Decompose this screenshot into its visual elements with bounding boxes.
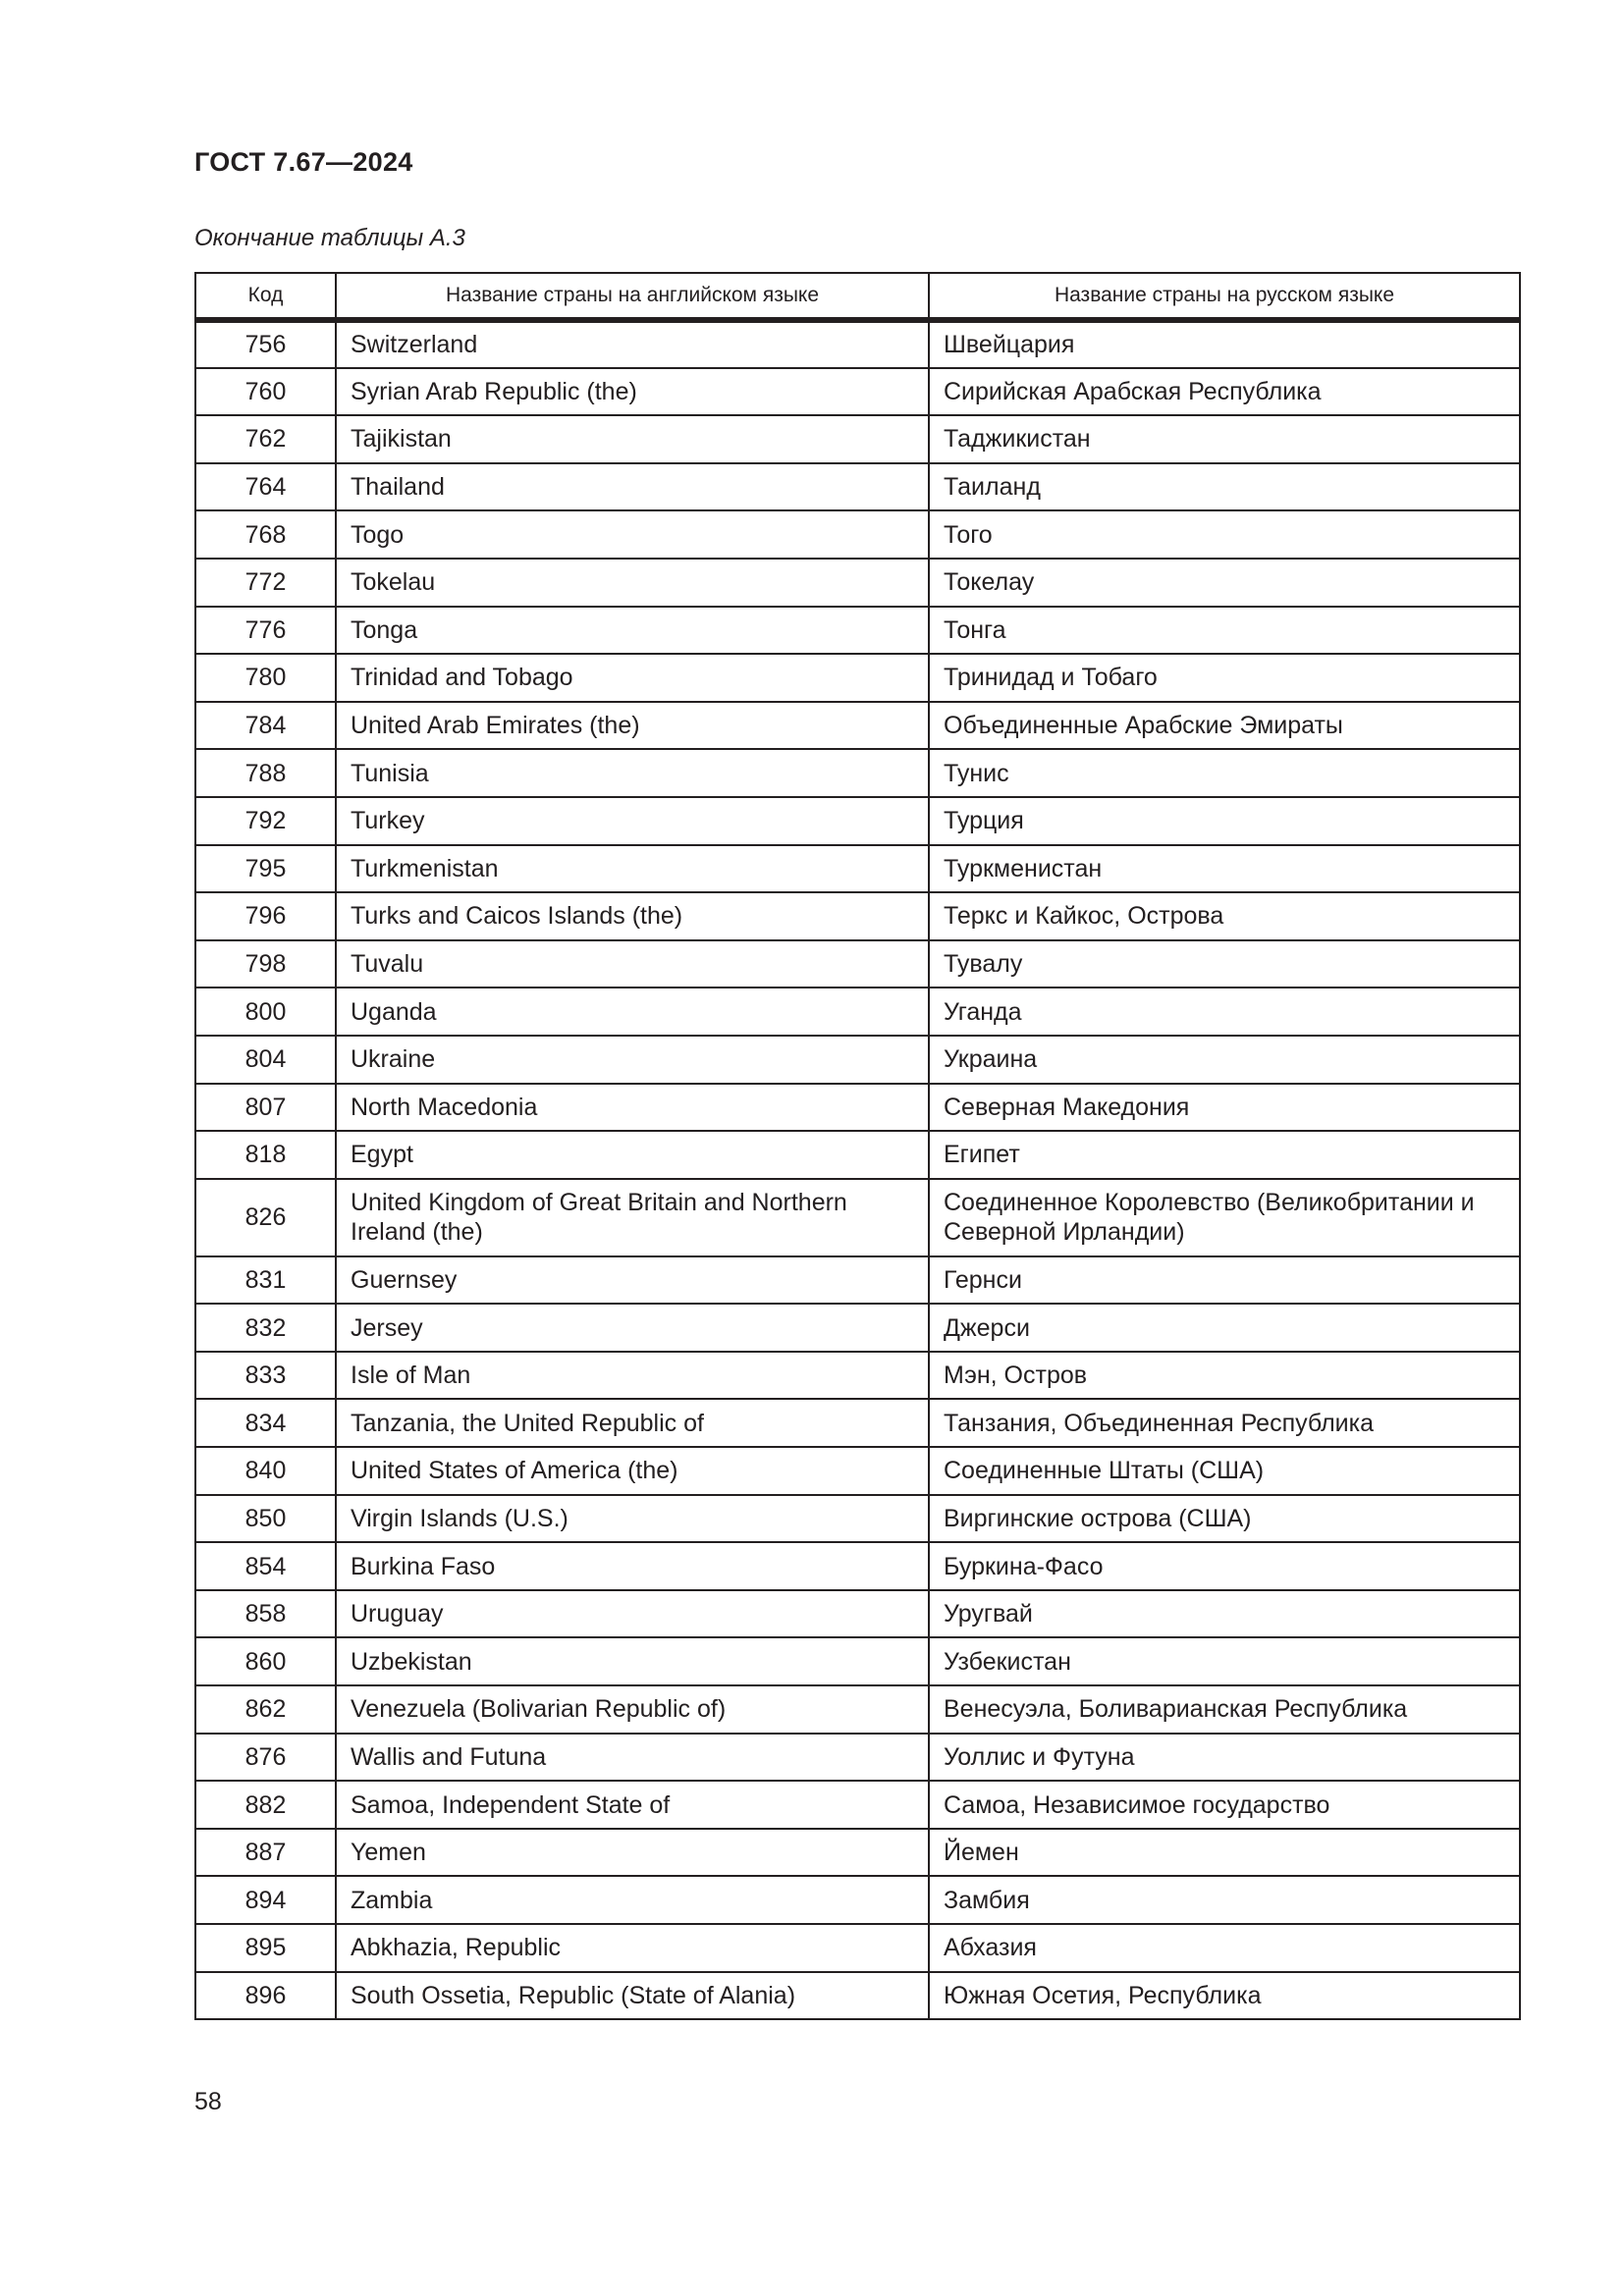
country-code-cell: 780 [195, 654, 336, 702]
column-header-code: Код [195, 273, 336, 320]
table-row [195, 1084, 1520, 1132]
country-code-cell: 854 [195, 1542, 336, 1590]
page-number: 58 [194, 2088, 222, 2115]
country-name-russian-cell: Узбекистан [929, 1637, 1520, 1685]
country-code-cell: 840 [195, 1447, 336, 1495]
table-row [195, 1542, 1520, 1590]
table-row [195, 940, 1520, 988]
country-name-english-cell: Uganda [336, 988, 929, 1036]
country-name-english-cell: Uruguay [336, 1590, 929, 1638]
country-code-cell: 850 [195, 1495, 336, 1543]
country-name-english-cell: Wallis and Futuna [336, 1734, 929, 1782]
country-code-cell: 804 [195, 1036, 336, 1084]
country-name-english-cell: Virgin Islands (U.S.) [336, 1495, 929, 1543]
country-name-russian-cell: Буркина-Фасо [929, 1542, 1520, 1590]
country-name-russian-cell: Того [929, 510, 1520, 559]
country-name-english-cell: Thailand [336, 463, 929, 511]
country-codes-table [194, 272, 1521, 2020]
table-row [195, 1685, 1520, 1734]
table-row [195, 654, 1520, 702]
country-name-english-cell: Turkmenistan [336, 845, 929, 893]
country-name-english-cell: Guernsey [336, 1256, 929, 1305]
country-name-english-cell: South Ossetia, Republic (State of Alania) [336, 1972, 929, 2020]
table-row [195, 1304, 1520, 1352]
country-code-cell: 776 [195, 607, 336, 655]
country-code-cell: 756 [195, 320, 336, 368]
country-name-russian-cell: Теркс и Кайкос, Острова [929, 892, 1520, 940]
country-name-russian-cell: Соединенное Королевство (Великобритании и Северной Ирландии) [929, 1179, 1520, 1256]
country-name-english-cell: Turks and Caicos Islands (the) [336, 892, 929, 940]
country-code-cell: 894 [195, 1876, 336, 1924]
country-code-cell: 807 [195, 1084, 336, 1132]
table-row [195, 702, 1520, 750]
table-row [195, 1352, 1520, 1400]
country-name-english-cell: North Macedonia [336, 1084, 929, 1132]
country-code-cell: 833 [195, 1352, 336, 1400]
country-code-cell: 795 [195, 845, 336, 893]
country-name-russian-cell: Южная Осетия, Республика [929, 1972, 1520, 2020]
country-name-russian-cell: Тувалу [929, 940, 1520, 988]
table-row [195, 1179, 1520, 1256]
country-code-cell: 826 [195, 1179, 336, 1256]
country-name-russian-cell: Тринидад и Тобаго [929, 654, 1520, 702]
country-name-russian-cell: Швейцария [929, 320, 1520, 368]
country-name-russian-cell: Египет [929, 1131, 1520, 1179]
table-row [195, 1876, 1520, 1924]
table-row [195, 368, 1520, 416]
country-name-english-cell: United States of America (the) [336, 1447, 929, 1495]
country-name-russian-cell: Венесуэла, Боливарианская Республика [929, 1685, 1520, 1734]
table-row [195, 1256, 1520, 1305]
table-row [195, 1637, 1520, 1685]
table-caption: Окончание таблицы А.3 [194, 225, 465, 251]
country-code-cell: 818 [195, 1131, 336, 1179]
country-code-cell: 796 [195, 892, 336, 940]
country-code-cell: 764 [195, 463, 336, 511]
country-name-russian-cell: Тонга [929, 607, 1520, 655]
table-row [195, 1781, 1520, 1829]
country-code-cell: 800 [195, 988, 336, 1036]
country-name-russian-cell: Мэн, Остров [929, 1352, 1520, 1400]
country-name-russian-cell: Джерси [929, 1304, 1520, 1352]
country-code-cell: 762 [195, 415, 336, 463]
table-row [195, 988, 1520, 1036]
country-name-russian-cell: Таиланд [929, 463, 1520, 511]
country-name-english-cell: Tokelau [336, 559, 929, 607]
country-name-english-cell: Tunisia [336, 749, 929, 797]
country-name-english-cell: Egypt [336, 1131, 929, 1179]
country-name-russian-cell: Турция [929, 797, 1520, 845]
column-header-english-name: Название страны на английском языке [336, 273, 929, 320]
table-row [195, 1829, 1520, 1877]
country-code-cell: 834 [195, 1399, 336, 1447]
country-name-russian-cell: Северная Македония [929, 1084, 1520, 1132]
country-code-cell: 792 [195, 797, 336, 845]
country-name-english-cell: Zambia [336, 1876, 929, 1924]
country-name-russian-cell: Уоллис и Футуна [929, 1734, 1520, 1782]
country-name-english-cell: Samoa, Independent State of [336, 1781, 929, 1829]
table-row [195, 845, 1520, 893]
country-name-english-cell: Syrian Arab Republic (the) [336, 368, 929, 416]
country-name-english-cell: Turkey [336, 797, 929, 845]
country-name-english-cell: Jersey [336, 1304, 929, 1352]
country-code-cell: 768 [195, 510, 336, 559]
table-row [195, 1036, 1520, 1084]
country-name-russian-cell: Уганда [929, 988, 1520, 1036]
country-code-cell: 831 [195, 1256, 336, 1305]
column-header-russian-name: Название страны на русском языке [929, 273, 1520, 320]
table-row [195, 1131, 1520, 1179]
country-code-cell: 887 [195, 1829, 336, 1877]
country-code-cell: 882 [195, 1781, 336, 1829]
country-code-cell: 798 [195, 940, 336, 988]
country-name-russian-cell: Абхазия [929, 1924, 1520, 1972]
table-row [195, 463, 1520, 511]
country-name-russian-cell: Украина [929, 1036, 1520, 1084]
country-name-english-cell: Tanzania, the United Republic of [336, 1399, 929, 1447]
country-name-english-cell: Tonga [336, 607, 929, 655]
country-code-cell: 784 [195, 702, 336, 750]
country-name-english-cell: Isle of Man [336, 1352, 929, 1400]
country-code-cell: 772 [195, 559, 336, 607]
table-row [195, 415, 1520, 463]
country-code-cell: 860 [195, 1637, 336, 1685]
table-row [195, 320, 1520, 368]
country-name-russian-cell: Таджикистан [929, 415, 1520, 463]
table-row [195, 892, 1520, 940]
table-body [195, 320, 1520, 2019]
table-row [195, 1399, 1520, 1447]
table-row [195, 1972, 1520, 2020]
table-row [195, 607, 1520, 655]
country-code-cell: 895 [195, 1924, 336, 1972]
country-name-russian-cell: Туркменистан [929, 845, 1520, 893]
country-name-russian-cell: Сирийская Арабская Республика [929, 368, 1520, 416]
table-row [195, 559, 1520, 607]
country-name-russian-cell: Соединенные Штаты (США) [929, 1447, 1520, 1495]
country-name-russian-cell: Танзания, Объединенная Республика [929, 1399, 1520, 1447]
country-name-russian-cell: Гернси [929, 1256, 1520, 1305]
country-code-cell: 876 [195, 1734, 336, 1782]
country-name-russian-cell: Объединенные Арабские Эмираты [929, 702, 1520, 750]
document-code: ГОСТ 7.67—2024 [194, 147, 413, 177]
country-code-cell: 862 [195, 1685, 336, 1734]
country-name-russian-cell: Токелау [929, 559, 1520, 607]
country-code-cell: 896 [195, 1972, 336, 2020]
country-name-russian-cell: Йемен [929, 1829, 1520, 1877]
country-code-cell: 832 [195, 1304, 336, 1352]
table-row [195, 749, 1520, 797]
country-name-russian-cell: Тунис [929, 749, 1520, 797]
table-header-row [195, 273, 1520, 320]
country-name-english-cell: Tuvalu [336, 940, 929, 988]
table-row [195, 1734, 1520, 1782]
country-name-russian-cell: Виргинские острова (США) [929, 1495, 1520, 1543]
table-row [195, 1447, 1520, 1495]
country-name-english-cell: United Kingdom of Great Britain and Northern Ireland (the) [336, 1179, 929, 1256]
country-code-cell: 788 [195, 749, 336, 797]
country-code-cell: 760 [195, 368, 336, 416]
country-name-english-cell: Uzbekistan [336, 1637, 929, 1685]
country-name-english-cell: Yemen [336, 1829, 929, 1877]
country-name-english-cell: Switzerland [336, 320, 929, 368]
country-name-russian-cell: Самоа, Независимое государство [929, 1781, 1520, 1829]
country-name-english-cell: Burkina Faso [336, 1542, 929, 1590]
table-row [195, 510, 1520, 559]
country-name-english-cell: Abkhazia, Republic [336, 1924, 929, 1972]
country-name-english-cell: Venezuela (Bolivarian Republic of) [336, 1685, 929, 1734]
country-name-russian-cell: Уругвай [929, 1590, 1520, 1638]
country-name-english-cell: Ukraine [336, 1036, 929, 1084]
country-name-english-cell: Trinidad and Tobago [336, 654, 929, 702]
country-code-cell: 858 [195, 1590, 336, 1638]
table-row [195, 1924, 1520, 1972]
table-row [195, 1495, 1520, 1543]
country-name-english-cell: Togo [336, 510, 929, 559]
country-name-russian-cell: Замбия [929, 1876, 1520, 1924]
country-name-english-cell: United Arab Emirates (the) [336, 702, 929, 750]
table-row [195, 1590, 1520, 1638]
country-name-english-cell: Tajikistan [336, 415, 929, 463]
table-row [195, 797, 1520, 845]
